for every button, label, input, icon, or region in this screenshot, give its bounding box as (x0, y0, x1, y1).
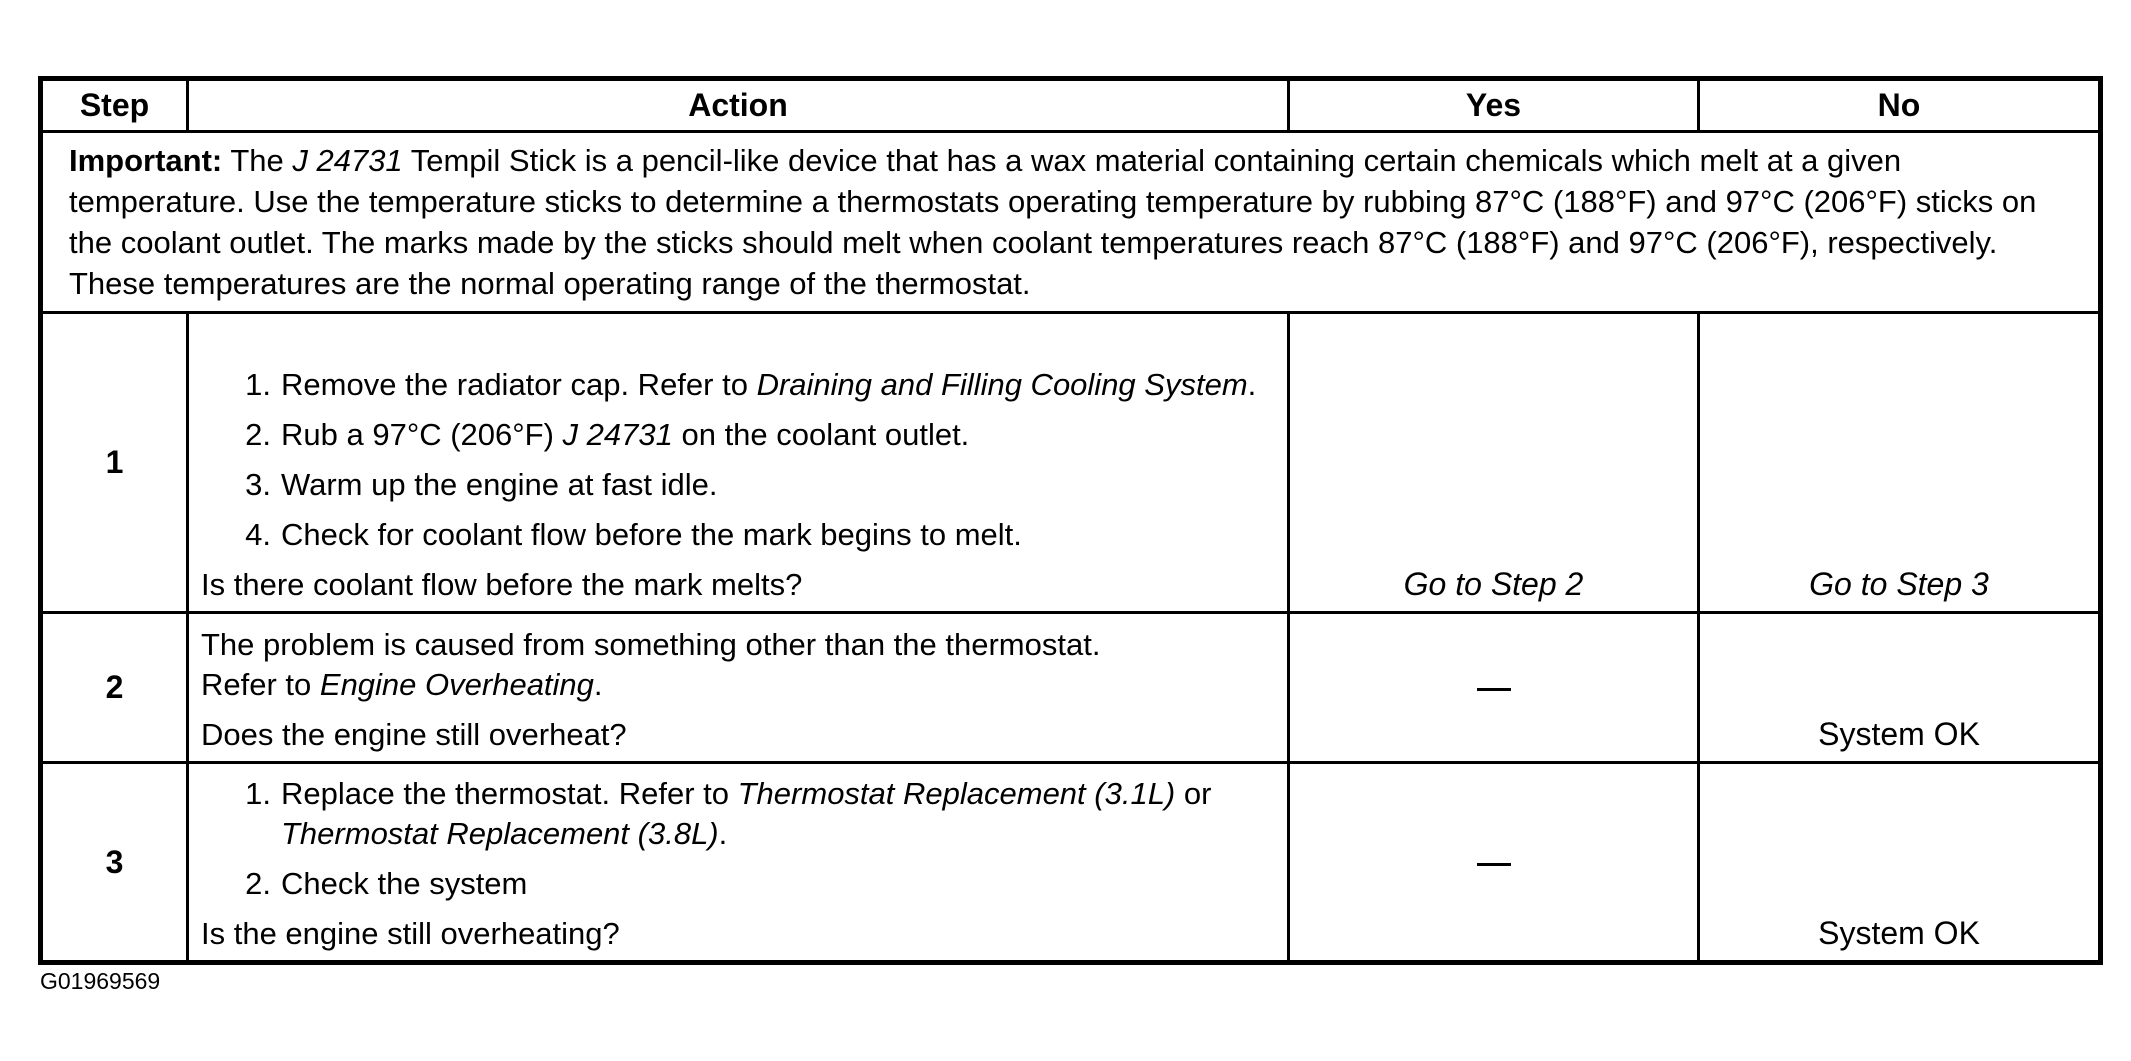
step-action (188, 763, 1289, 963)
list-number: 1. (245, 367, 271, 402)
list-item (201, 465, 1275, 505)
diagnostic-table (38, 76, 2103, 965)
yes-result (1289, 613, 1699, 763)
instruction-text: Refer to (201, 667, 320, 702)
instruction-text: Rub a 97°C (206°F) (281, 417, 563, 452)
important-row (41, 132, 2101, 313)
list-number: 2. (245, 417, 271, 452)
punctuation: . (593, 667, 603, 702)
dash-mark (1477, 863, 1511, 866)
important-label: Important: (69, 143, 223, 178)
no-result: System OK (1699, 763, 2101, 963)
important-pre: The (222, 143, 293, 178)
list-text: Check the system (281, 866, 528, 901)
list-number: 3. (245, 467, 271, 502)
figure-code: G01969569 (40, 968, 161, 994)
reference-link[interactable]: Thermostat Replacement (3.1L) (737, 776, 1176, 811)
list-item (201, 365, 1275, 405)
header-no: No (1699, 79, 2101, 132)
list-item (201, 774, 1275, 854)
dash-mark (1477, 688, 1511, 691)
step-text: The problem is caused from something other than the thermostat. (201, 627, 1101, 662)
list-item (201, 864, 1275, 904)
header-step: Step (41, 79, 188, 132)
instruction-text: Remove the radiator cap. Refer to (281, 367, 757, 402)
header-row (41, 79, 2101, 132)
step-question: Is there coolant flow before the mark melts? (201, 567, 803, 602)
yes-result (1289, 763, 1699, 963)
list-item (201, 515, 1275, 555)
list-number: 2. (245, 866, 271, 901)
list-text (281, 365, 1275, 405)
list-item (201, 415, 1275, 455)
step-text (201, 665, 1275, 705)
step-number: 2 (41, 613, 188, 763)
reference-link[interactable]: Thermostat Replacement (3.8L) (281, 816, 719, 851)
step-row-1 (41, 313, 2101, 613)
header-action: Action (188, 79, 1289, 132)
step-action (188, 613, 1289, 763)
step-row-3 (41, 763, 2101, 963)
step-row-2 (41, 613, 2101, 763)
instruction-text: or (1175, 776, 1212, 811)
list-text (281, 774, 1275, 854)
list-number: 4. (245, 517, 271, 552)
instruction-text: Replace the thermostat. Refer to (281, 776, 738, 811)
punctuation: . (718, 816, 728, 851)
list-text (281, 415, 1275, 455)
step-question: Does the engine still overheat? (201, 717, 627, 752)
step-question: Is the engine still overheating? (201, 916, 620, 951)
header-yes: Yes (1289, 79, 1699, 132)
list-text: Warm up the engine at fast idle. (281, 467, 718, 502)
step-number: 3 (41, 763, 188, 963)
important-note (41, 132, 2101, 313)
step-number: 1 (41, 313, 188, 613)
important-text: Tempil Stick is a pencil-like device that has a wax material containing certain chemicals which melt at a given temperature. Use the temperature sticks to determine a thermostats operating temperature by rubbing 87°C (188°F) and 97°C (206°F) sticks on the coolant outlet. The marks made by the sticks should melt when coolant temperatures reach 87°C (188°F) and 97°C (206°F), respectively. These temperatures are the normal operating range of the thermostat. (69, 143, 2037, 301)
reference-link[interactable]: Engine Overheating (319, 667, 594, 702)
punctuation: . (1247, 367, 1257, 402)
no-result[interactable]: Go to Step 3 (1699, 313, 2101, 613)
no-result: System OK (1699, 613, 2101, 763)
important-tool: J 24731 (292, 143, 403, 178)
yes-result[interactable]: Go to Step 2 (1289, 313, 1699, 613)
list-text: Check for coolant flow before the mark begins to melt. (281, 517, 1022, 552)
reference-link[interactable]: Draining and Filling Cooling System (756, 367, 1248, 402)
list-number: 1. (245, 776, 271, 811)
instruction-text-end: on the coolant outlet. (672, 417, 970, 452)
tool-ref: J 24731 (562, 417, 673, 452)
step-action (188, 313, 1289, 613)
